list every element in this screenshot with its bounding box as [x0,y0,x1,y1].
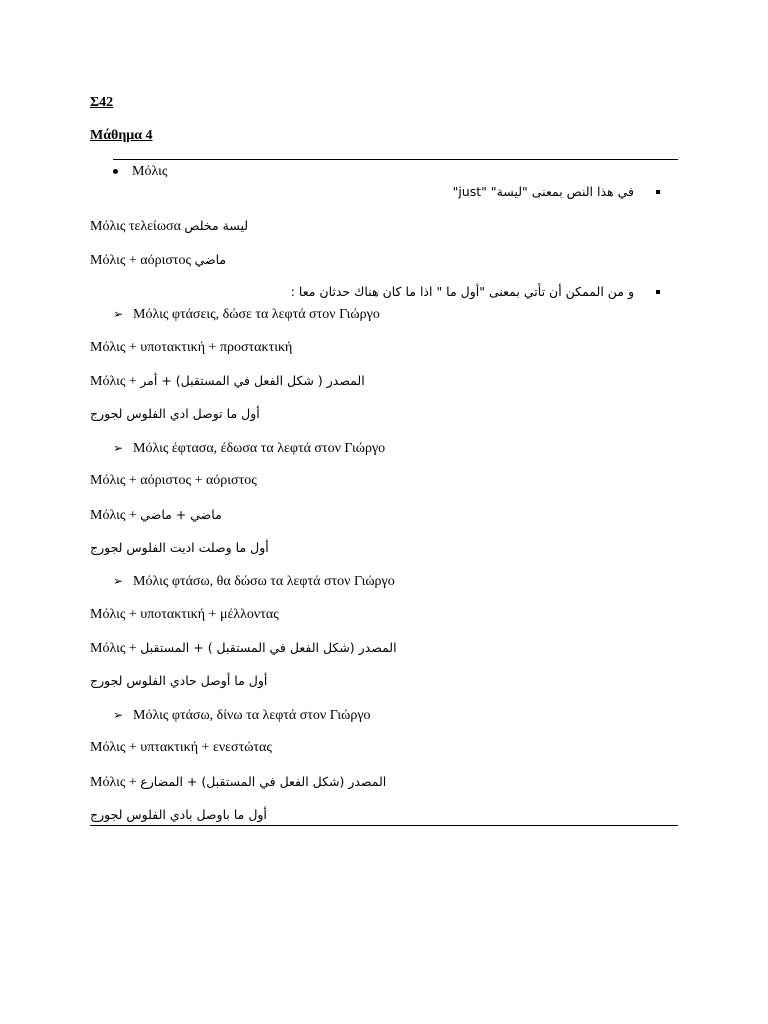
section-formula: Μόλις + ماضي + ماضي [90,507,222,523]
section-sentence: ➢ Μόλις φτάσω, δίνω τα λεφτά στον Γιώργο [113,708,371,723]
arrow-bullet-icon: ➢ [113,574,124,588]
section-formula: Μόλις + المصدر (شكل الفعل في المستقبل) + المضارع [90,774,387,790]
document-code: Σ42 [90,95,114,110]
lesson-title: Μάθημα 4 [90,128,153,143]
example-arabic: ليسة مخلص [184,218,249,233]
section-sentence: ➢ Μόλις φτάσω, θα δώσω τα λεφτά στον Γιώργο [113,574,395,589]
section-sentence: ➢ Μόλις φτάσεις, δώσε τα λεφτά στον Γιώργο [113,307,380,322]
section-translation: أول ما توصل ادي الفلوس لجورج [90,406,260,421]
note-just-meaning: في هذا النص بمعنى "ليسة" "just" [452,184,634,199]
example-rule-line [90,251,226,270]
arrow-bullet-icon: ➢ [113,708,124,722]
example-rule-greek: Μόλις + αόριστος [90,253,192,268]
top-rule [113,159,678,160]
section-formula: Μόλις + المصدر (شكل الفعل في المستقبل ) + المستقبل [90,640,397,656]
example-line [90,217,248,236]
example-rule-arabic: ماضي [194,252,227,267]
square-bullet-icon [656,290,660,294]
section-rule: Μόλις + υποτακτική + μέλλοντας [90,607,279,622]
arrow-bullet-icon: ➢ [113,307,124,321]
section-formula: Μόλις + المصدر ( شكل الفعل في المستقبل) + أمر [90,373,365,389]
section-translation: أول ما أوصل حادي الفلوس لجورج [90,673,268,688]
note-first-meaning: و من الممكن أن تأتي بمعنى "أول ما " اذا ما كان هناك حدثان معا : [290,284,634,299]
topic-bullet-label: Μόλις [132,164,168,179]
bottom-rule [90,825,678,826]
section-translation: أول ما باوصل بادي الفلوس لجورج [90,807,267,822]
bullet-dot-icon [113,169,118,174]
section-sentence: ➢ Μόλις έφτασα, έδωσα τα λεφτά στον Γιώργο [113,441,386,456]
example-greek: Μόλις τελείωσα [90,219,181,234]
topic-bullet-item [113,163,167,181]
section-translation: أول ما وصلت اديت الفلوس لجورج [90,540,269,555]
section-rule: Μόλις + αόριστος + αόριστος [90,473,257,488]
arrow-bullet-icon: ➢ [113,441,124,455]
section-rule: Μόλις + υπτακτική + ενεστώτας [90,740,272,755]
square-bullet-icon [656,190,660,194]
section-rule: Μόλις + υποτακτική + προστακτική [90,340,293,355]
